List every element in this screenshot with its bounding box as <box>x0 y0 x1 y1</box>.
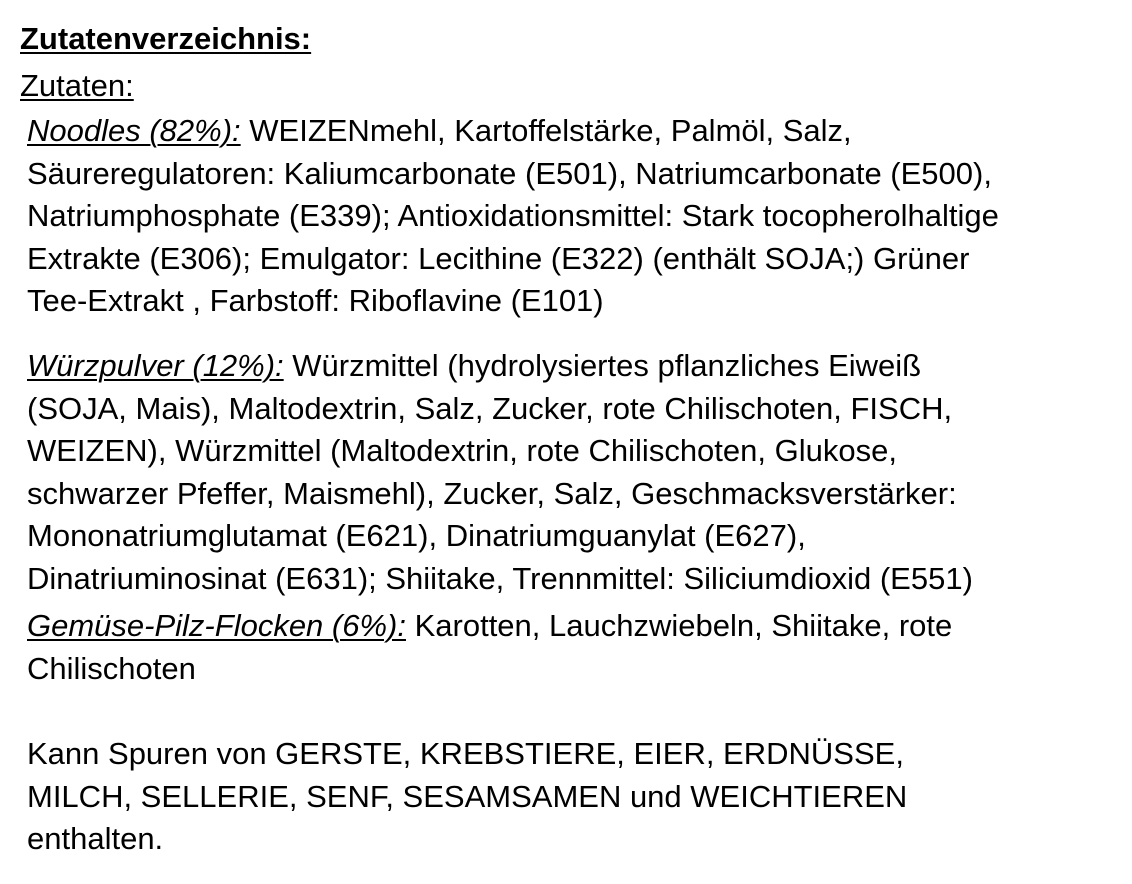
trace-line: Kann Spuren von GERSTE, KREBSTIERE, EIER, ERDNÜSSE, <box>27 736 904 771</box>
noodles-text: WEIZENmehl, Kartoffelstärke, Palmöl, Salz, <box>240 113 852 148</box>
noodles-section <box>27 110 999 323</box>
wuerzpulver-section <box>27 345 973 601</box>
wuerzpulver-text: Würzmittel (hydrolysiertes pflanzliches Eiweiß <box>283 348 922 383</box>
noodles-line: Natriumphosphate (E339); Antioxidationsmittel: Stark tocopherolhaltige <box>27 198 999 234</box>
noodles-line <box>27 110 999 153</box>
document-title: Zutatenverzeichnis: <box>20 21 312 56</box>
noodles-line: Säureregulatoren: Kaliumcarbonate (E501), Natriumcarbonate (E500), <box>27 155 992 191</box>
wuerzpulver-line: schwarzer Pfeffer, Maismehl), Zucker, Salz, Geschmacksverstärker: <box>27 475 957 511</box>
wuerzpulver-label: Würzpulver (12%): <box>27 348 284 383</box>
gemuese-label: Gemüse-Pilz-Flocken (6%): <box>27 608 406 643</box>
wuerzpulver-line <box>27 345 973 388</box>
ingredients-subtitle: Zutaten: <box>20 68 134 103</box>
gemuese-line <box>27 605 952 648</box>
allergen-trace-notice <box>27 733 907 861</box>
gemuese-text: Karotten, Lauchzwiebeln, Shiitake, rote <box>405 608 953 643</box>
trace-line: enthalten. <box>27 821 164 857</box>
gemuese-section <box>27 605 952 690</box>
wuerzpulver-line: Mononatriumglutamat (E621), Dinatriumguanylat (E627), <box>27 518 806 554</box>
wuerzpulver-line: (SOJA, Mais), Maltodextrin, Salz, Zucker, rote Chilischoten, FISCH, <box>27 390 953 426</box>
wuerzpulver-line: WEIZEN), Würzmittel (Maltodextrin, rote Chilischoten, Glukose, <box>27 433 897 469</box>
wuerzpulver-line: Dinatriuminosinat (E631); Shiitake, Trennmittel: Siliciumdioxid (E551) <box>27 560 973 596</box>
noodles-line: Extrakte (E306); Emulgator: Lecithine (E322) (enthält SOJA;) Grüner <box>27 240 970 276</box>
gemuese-line: Chilischoten <box>27 650 196 686</box>
trace-line: MILCH, SELLERIE, SENF, SESAMSAMEN und WEICHTIEREN <box>27 778 908 814</box>
noodles-line: Tee-Extrakt , Farbstoff: Riboflavine (E101) <box>27 283 604 319</box>
noodles-label: Noodles (82%): <box>27 113 241 148</box>
